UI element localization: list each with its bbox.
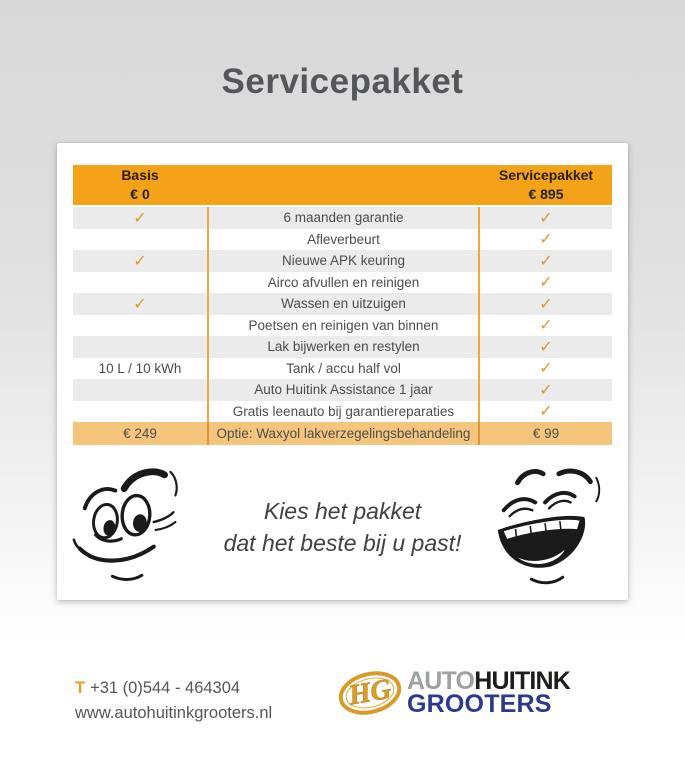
feature-cell: Lak bijwerken en restylen bbox=[207, 336, 480, 358]
table-row bbox=[73, 250, 612, 272]
table-header bbox=[73, 165, 612, 207]
table-row bbox=[73, 336, 612, 358]
option-service-price: € 99 bbox=[532, 426, 560, 441]
table-row bbox=[73, 272, 612, 294]
service-cell: ✓ bbox=[539, 336, 553, 356]
phone-label: T bbox=[75, 679, 86, 697]
basis-cell bbox=[73, 336, 207, 358]
basis-cell: ✓ bbox=[133, 250, 147, 270]
header-servicepakket-name: Servicepakket bbox=[498, 167, 594, 184]
basis-cell: ✓ bbox=[133, 293, 147, 313]
service-cell: ✓ bbox=[539, 272, 553, 292]
option-basis-price: € 249 bbox=[123, 426, 157, 441]
page-title: Servicepakket bbox=[221, 62, 464, 101]
header-basis bbox=[73, 165, 207, 205]
slogan-line-1: Kies het pakket bbox=[263, 497, 422, 524]
service-cell: ✓ bbox=[539, 379, 553, 399]
phone-line bbox=[75, 676, 272, 701]
feature-cell: Auto Huitink Assistance 1 jaar bbox=[207, 379, 480, 401]
option-row bbox=[73, 422, 612, 445]
basis-cell bbox=[73, 379, 207, 401]
basis-cell: 10 L / 10 kWh bbox=[98, 360, 182, 376]
brand-huitink: HUITINK bbox=[474, 667, 570, 695]
feature-cell: Wassen en uitzuigen bbox=[207, 293, 480, 315]
table-row bbox=[73, 401, 612, 423]
table-row bbox=[73, 229, 612, 251]
phone-number: +31 (0)544 - 464304 bbox=[90, 679, 241, 697]
option-feature: Optie: Waxyol lakverzegelingsbehandeling bbox=[207, 422, 480, 445]
winking-smiley-face-icon bbox=[71, 463, 199, 591]
table-rows bbox=[73, 207, 612, 422]
feature-cell: Afleverbeurt bbox=[207, 229, 480, 251]
brand-auto: AUTO bbox=[407, 667, 475, 695]
table-row bbox=[73, 207, 612, 229]
feature-cell: Tank / accu half vol bbox=[207, 358, 480, 380]
service-cell: ✓ bbox=[539, 358, 553, 378]
service-cell: ✓ bbox=[539, 315, 553, 335]
table-row bbox=[73, 358, 612, 380]
svg-text:HG: HG bbox=[346, 673, 394, 712]
basis-cell bbox=[73, 401, 207, 423]
brand-grooters: GROOTERS bbox=[407, 690, 552, 718]
slogan-line-2: dat het beste bij u past! bbox=[223, 530, 462, 556]
contact-block bbox=[75, 676, 272, 726]
header-spacer bbox=[207, 165, 480, 205]
laughing-smiley-face-icon bbox=[486, 463, 614, 591]
website-url: www.autohuitinkgrooters.nl bbox=[75, 703, 273, 722]
feature-cell: Nieuwe APK keuring bbox=[207, 250, 480, 272]
hg-monogram-icon bbox=[336, 666, 404, 720]
service-cell: ✓ bbox=[539, 250, 553, 270]
company-logo bbox=[336, 666, 570, 720]
table-row bbox=[73, 293, 612, 315]
feature-cell: Airco afvullen en reinigen bbox=[207, 272, 480, 294]
table-row bbox=[73, 315, 612, 337]
table-row bbox=[73, 379, 612, 401]
header-servicepakket-price: € 895 bbox=[528, 186, 564, 202]
header-servicepakket bbox=[480, 165, 612, 205]
service-cell: ✓ bbox=[539, 293, 553, 313]
service-cell: ✓ bbox=[539, 229, 553, 249]
pricing-table bbox=[73, 165, 612, 445]
header-basis-name: Basis bbox=[121, 167, 159, 184]
basis-cell bbox=[73, 229, 207, 251]
service-cell: ✓ bbox=[539, 207, 553, 227]
feature-cell: Gratis leenauto bij garantiereparaties bbox=[207, 401, 480, 423]
basis-cell: ✓ bbox=[133, 207, 147, 227]
basis-cell bbox=[73, 272, 207, 294]
basis-cell bbox=[73, 315, 207, 337]
service-cell: ✓ bbox=[539, 401, 553, 421]
slogan-text bbox=[199, 495, 486, 559]
brand-wordmark bbox=[407, 667, 570, 718]
slogan-area bbox=[71, 459, 614, 595]
feature-cell: 6 maanden garantie bbox=[207, 207, 480, 229]
header-basis-price: € 0 bbox=[130, 186, 150, 202]
feature-cell: Poetsen en reinigen van binnen bbox=[207, 315, 480, 337]
service-card bbox=[57, 143, 628, 600]
